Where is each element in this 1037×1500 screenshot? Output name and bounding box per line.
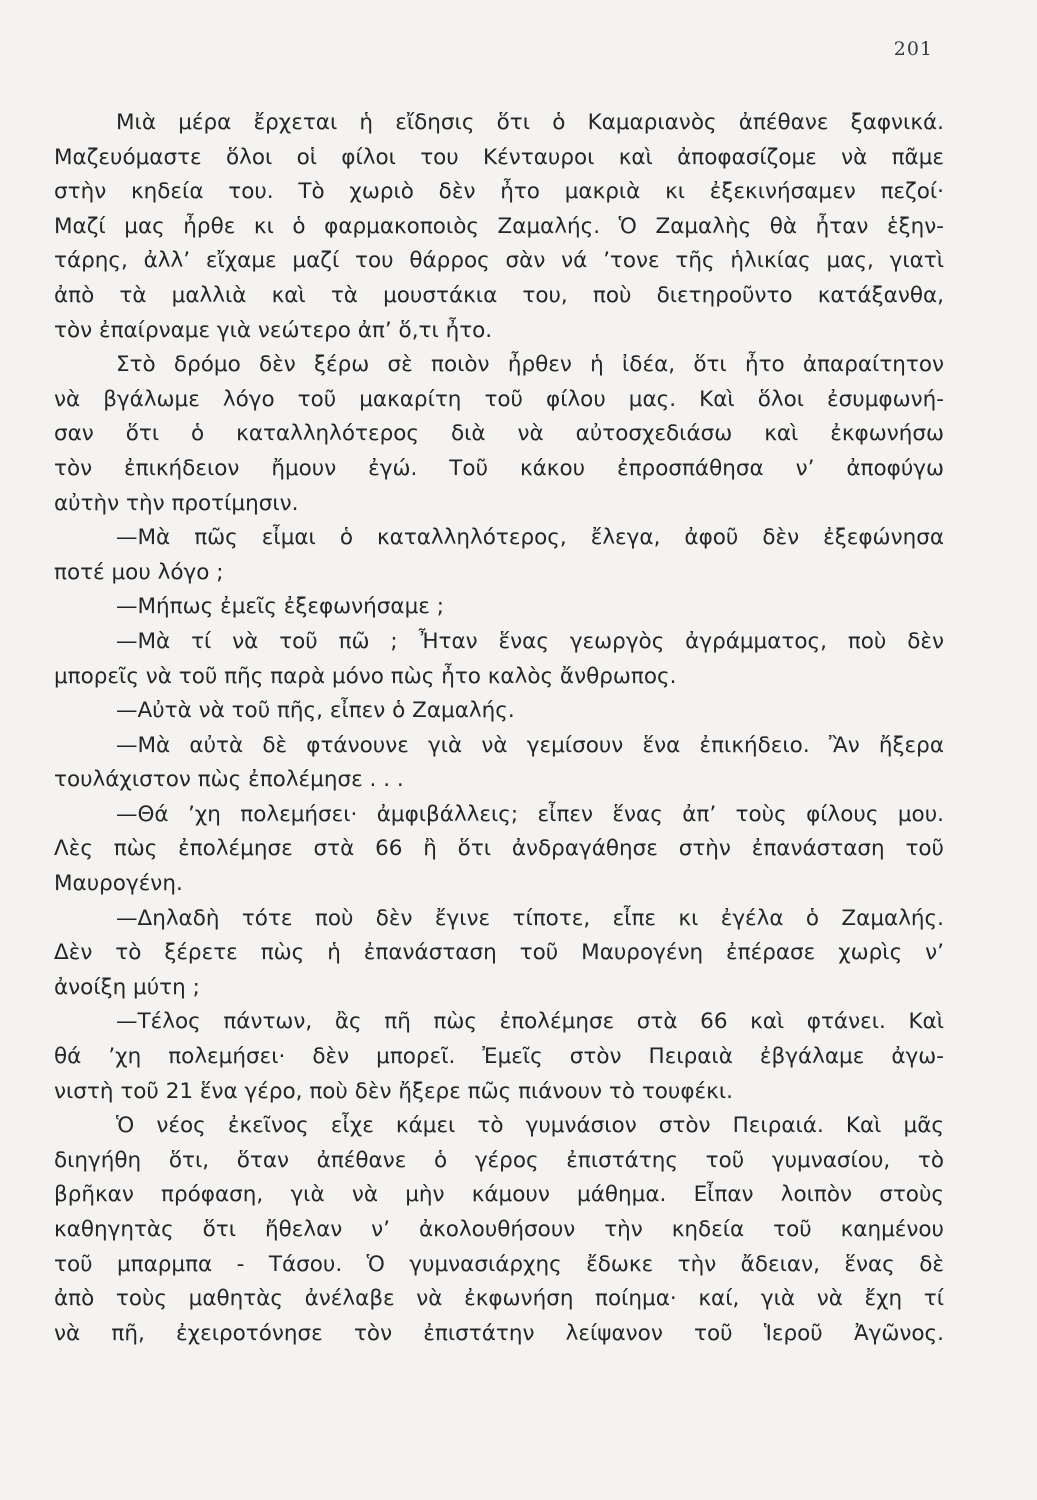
text-line: ἀπὸ τὰ μαλλιὰ καὶ τὰ μουστάκια του, ποὺ διετηροῦντο κατάξανθα,	[54, 282, 944, 308]
text-line: διηγήθη ὅτι, ὅταν ἀπέθανε ὁ γέρος ἐπιστάτης τοῦ γυμνασίου, τὸ	[54, 1147, 944, 1173]
text-line: Μαζί μας ἦρθε κι ὁ φαρμακοποιὸς Ζαμαλής. Ὁ Ζαμαλὴς θὰ ἦταν ἑξην-	[54, 213, 944, 239]
text-line: στὴν κηδεία του. Τὸ χωριὸ δὲν ἦτο μακριὰ κι ἐξεκινήσαμεν πεζοί·	[54, 179, 944, 205]
text-line: Λὲς πὼς ἐπολέμησε στὰ 66 ἢ ὅτι ἀνδραγάθησε στὴν ἐπανάσταση τοῦ	[54, 836, 944, 862]
text-line: Μαυρογένη.	[54, 871, 183, 897]
text-line: τάρης, ἀλλ’ εἴχαμε μαζί του θάρρος σὰν νά ’τονε τῆς ἡλικίας μας, γιατὶ	[54, 248, 944, 274]
text-line: σαν ὅτι ὁ καταλληλότερος διὰ νὰ αὐτοσχεδιάσω καὶ ἐκφωνήσω	[54, 421, 944, 447]
text-line: μπορεῖς νὰ τοῦ πῆς παρὰ μόνο πὼς ἦτο καλὸς ἄνθρωπος.	[54, 663, 677, 689]
text-line: τὸν ἐπικήδειον ἤμουν ἐγώ. Τοῦ κάκου ἐπροσπάθησα ν’ ἀποφύγω	[54, 455, 944, 481]
text-line: ἀνοίξη μύτη ;	[54, 974, 200, 1000]
text-line: Δὲν τὸ ξέρετε πὼς ἡ ἐπανάσταση τοῦ Μαυρογένη ἐπέρασε χωρὶς ν’	[54, 940, 944, 966]
text-line: Στὸ δρόμο δὲν ξέρω σὲ ποιὸν ἦρθεν ἡ ἰδέα, ὅτι ἦτο ἀπαραίτητον	[116, 352, 944, 378]
text-line: ἀπὸ τοὺς μαθητὰς ἀνέλαβε νὰ ἐκφωνήση ποίημα· καί, γιὰ νὰ ἔχη τί	[54, 1286, 944, 1312]
text-line: νὰ βγάλωμε λόγο τοῦ μακαρίτη τοῦ φίλου μας. Καὶ ὅλοι ἐσυμφωνή-	[54, 386, 944, 412]
text-line: τὸν ἐπαίρναμε γιὰ νεώτερο ἀπ’ ὅ,τι ἦτο.	[54, 317, 493, 343]
text-line: βρῆκαν πρόφαση, γιὰ νὰ μὴν κάμουν μάθημα. Εἶπαν λοιπὸν στοὺς	[54, 1182, 944, 1208]
text-line: νὰ πῆ, ἐχειροτόνησε τὸν ἐπιστάτην λείψανον τοῦ Ἱεροῦ Ἀγῶνος.	[54, 1320, 944, 1346]
text-line: —Τέλος πάντων, ἂς πῆ πὼς ἐπολέμησε στὰ 66 καὶ φτάνει. Καὶ	[116, 1009, 944, 1035]
text-line: —Μὰ πῶς εἶμαι ὁ καταλληλότερος, ἔλεγα, ἀφοῦ δὲν ἐξεφώνησα	[116, 525, 944, 551]
text-line: θά ’χη πολεμήσει· δὲν μπορεῖ. Ἐμεῖς στὸν Πειραιὰ ἐβγάλαμε ἀγω-	[54, 1044, 944, 1070]
text-line: ποτέ μου λόγο ;	[54, 559, 224, 585]
text-line: Μαζευόμαστε ὅλοι οἱ φίλοι του Κένταυροι καὶ ἀποφασίζομε νὰ πᾶμε	[54, 144, 944, 170]
text-line: —Αὐτὰ νὰ τοῦ πῆς, εἶπεν ὁ Ζαμαλής.	[116, 698, 515, 724]
text-line: αὐτὴν τὴν προτίμησιν.	[54, 490, 299, 516]
text-line: —Δηλαδὴ τότε ποὺ δὲν ἔγινε τίποτε, εἶπε κι ἐγέλα ὁ Ζαμαλής.	[116, 905, 944, 931]
text-line: —Θά ’χη πολεμήσει· ἀμφιβάλλεις; εἶπεν ἕνας ἀπ’ τοὺς φίλους μου.	[116, 801, 944, 827]
text-line: —Μήπως ἐμεῖς ἐξεφωνήσαμε ;	[116, 594, 444, 620]
text-line: νιστὴ τοῦ 21 ἕνα γέρο, ποὺ δὲν ἤξερε πῶς πιάνουν τὸ τουφέκι.	[54, 1078, 733, 1104]
text-line: καθηγητὰς ὅτι ἤθελαν ν’ ἀκολουθήσουν τὴν κηδεία τοῦ καημένου	[54, 1217, 944, 1242]
text-line: —Μὰ τί νὰ τοῦ πῶ ; Ἦταν ἕνας γεωργὸς ἀγράμματος, ποὺ δὲν	[116, 628, 944, 654]
text-line: τοῦ μπαρμπα - Τάσου. Ὁ γυμνασιάρχης ἔδωκε τὴν ἄδειαν, ἕνας δὲ	[54, 1251, 944, 1277]
page-number: 201	[893, 38, 933, 60]
text-line: Ὁ νέος ἐκεῖνος εἶχε κάμει τὸ γυμνάσιον στὸν Πειραιά. Καὶ μᾶς	[116, 1113, 944, 1139]
text-line: Μιὰ μέρα ἔρχεται ἡ εἴδησις ὅτι ὁ Καμαριανὸς ἀπέθανε ξαφνικά.	[116, 110, 944, 135]
text-line: —Μὰ αὐτὰ δὲ φτάνουνε γιὰ νὰ γεμίσουν ἕνα ἐπικήδειο. Ἂν ἤξερα	[116, 732, 944, 758]
book-page-text	[54, 106, 944, 1351]
text-line: τουλάχιστον πὼς ἐπολέμησε . . .	[54, 767, 404, 793]
